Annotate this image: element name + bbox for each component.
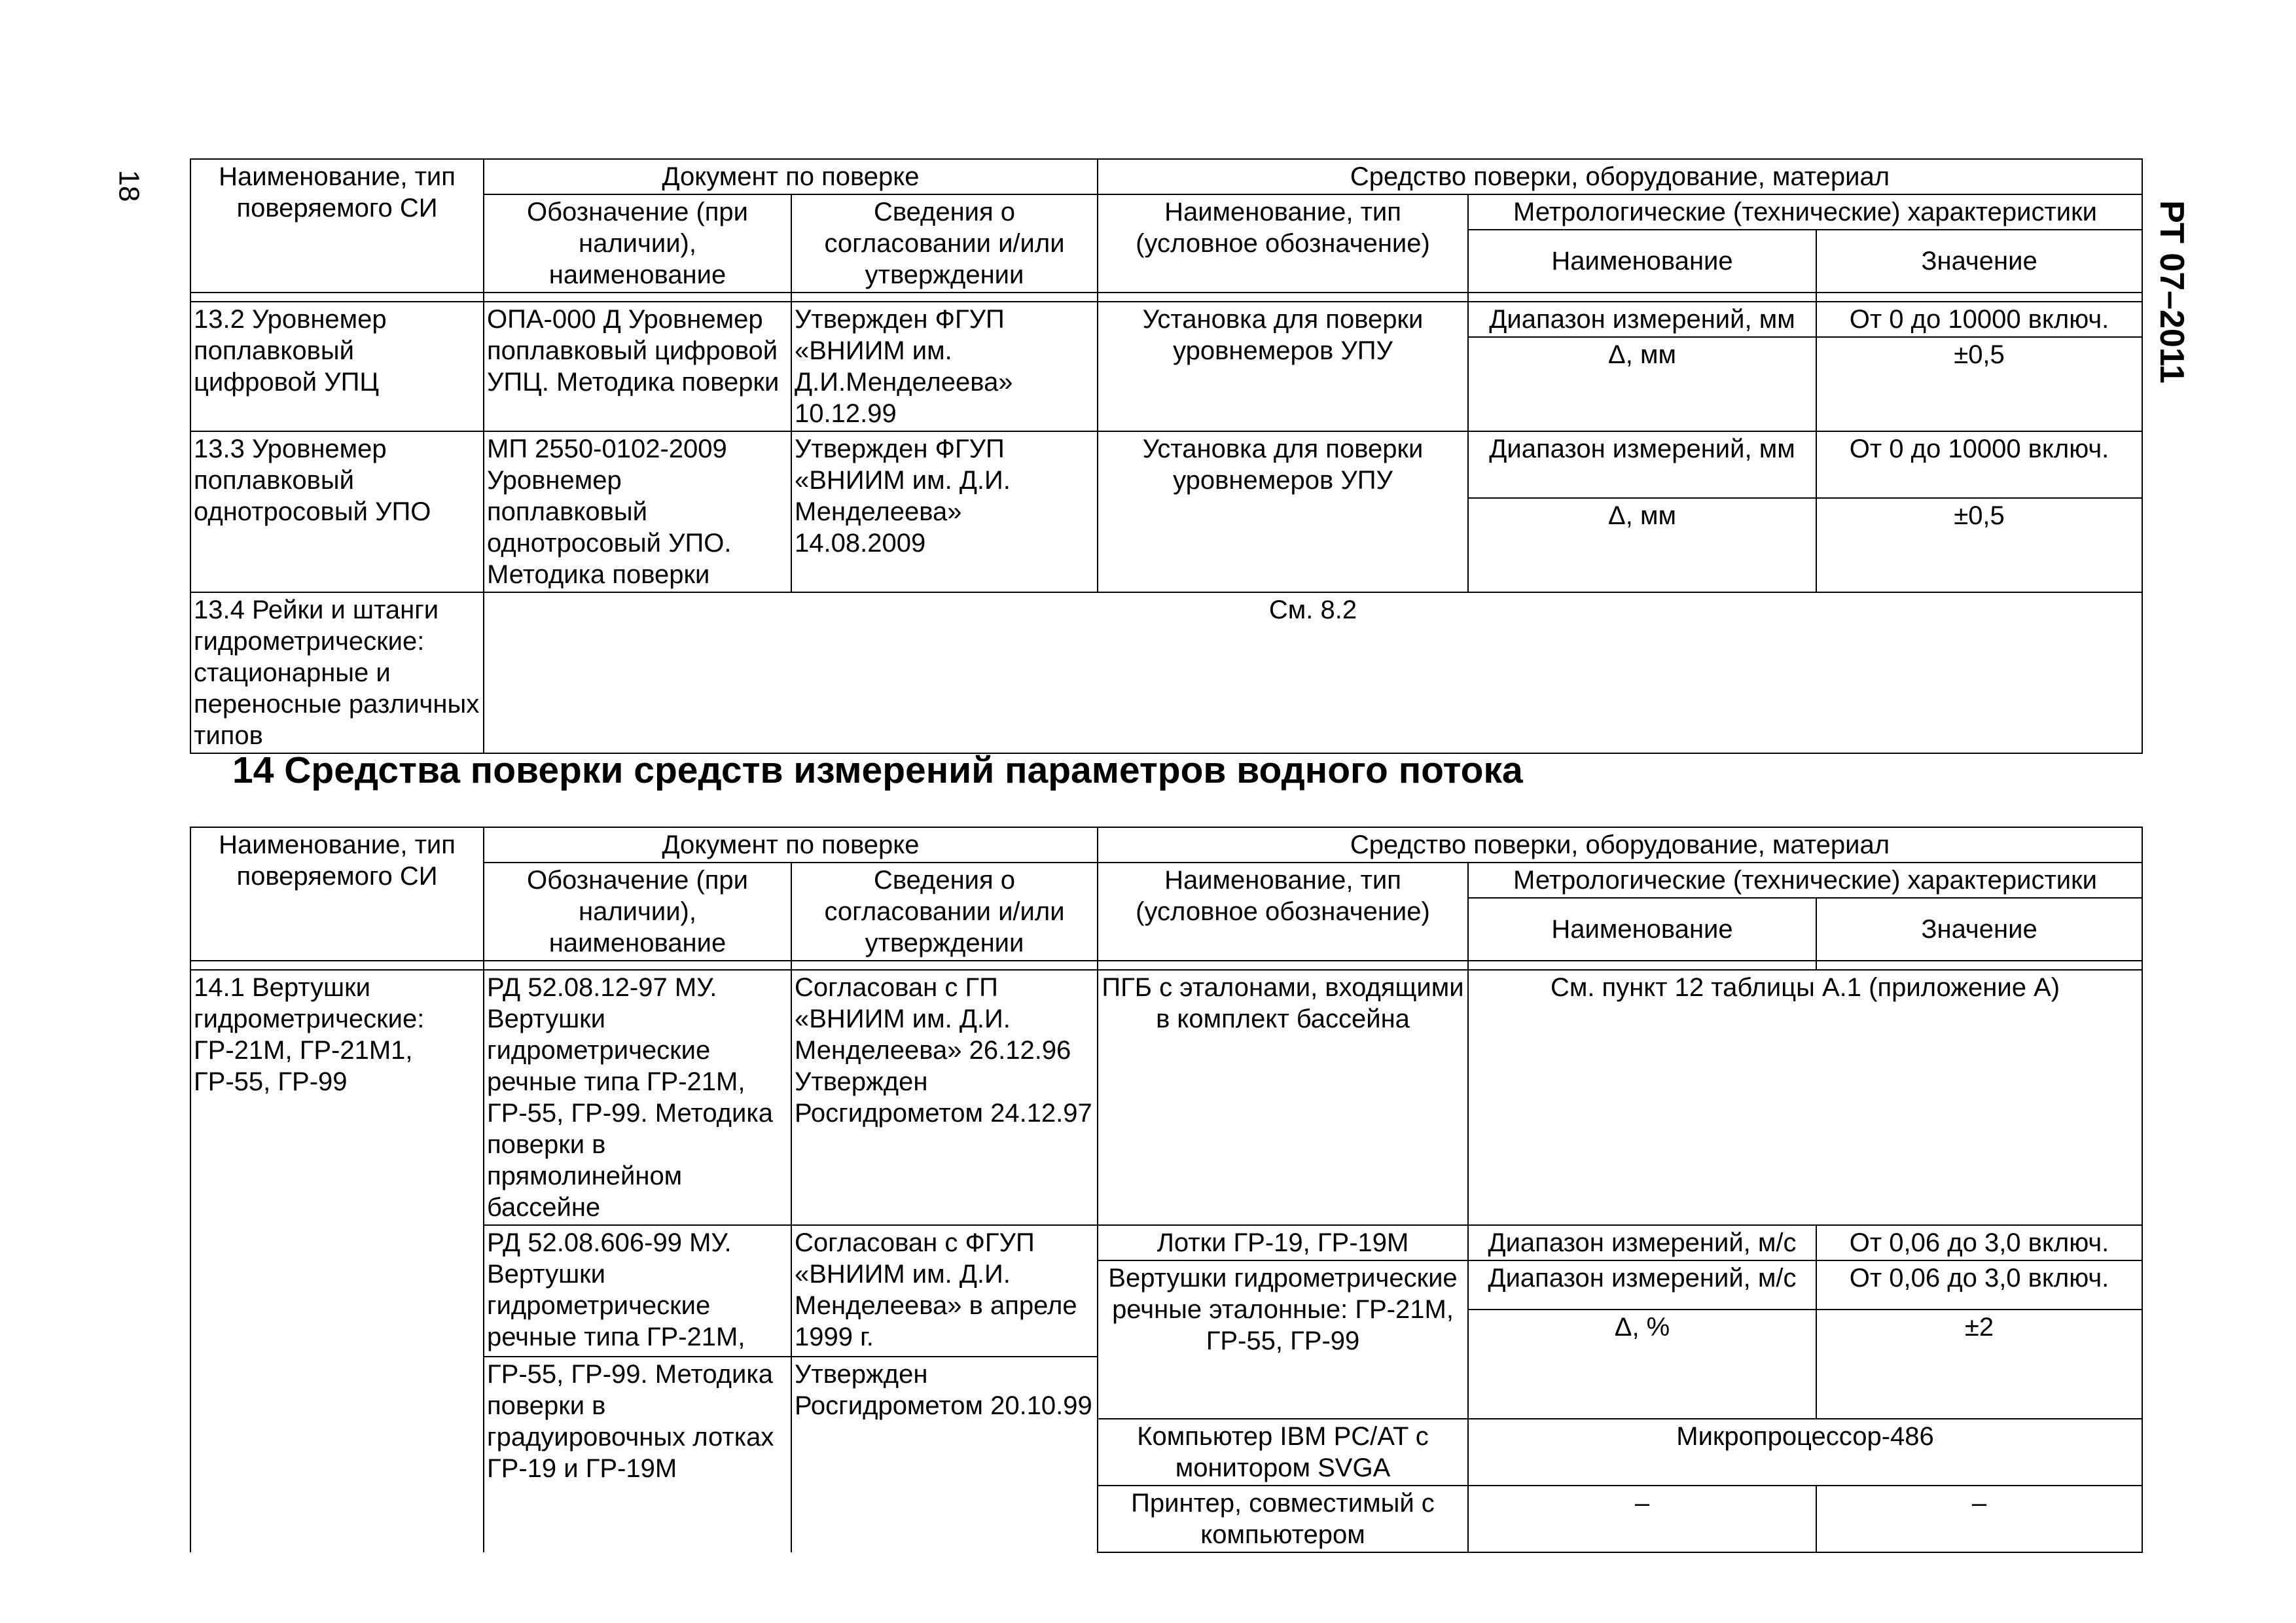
header-means-name: Наименование, тип (условное обозначение): [1098, 194, 1468, 293]
row-means-printer: Принтер, совместимый с компьютером: [1098, 1486, 1468, 1552]
header-means-name: Наименование, тип (условное обозначение): [1098, 863, 1468, 961]
row-designation-a: РД 52.08.606-99 МУ. Вертушки гидрометрические речные типа ГР-21М,: [484, 1225, 791, 1357]
row-approval: Утвержден ФГУП «ВНИИМ им. Д.И.Менделеева» 10.12.99: [791, 302, 1098, 431]
row-name: 14.1 Вертушки гидрометрические: ГР-21М, ГР-21М1, ГР-55, ГР-99: [190, 970, 484, 1486]
row-name: 13.3 Уровнемер поплавковый однотросовый УПО: [190, 431, 484, 592]
header-separator: [190, 961, 2142, 970]
row-means: Установка для поверки уровнемеров УПУ: [1098, 431, 1468, 592]
table-row: [190, 302, 2142, 337]
header-doc-group: Документ по поверке: [484, 159, 1098, 194]
row-char-value: От 0,06 до 3,0 включ.: [1816, 1260, 2142, 1310]
row-designation: МП 2550-0102-2009 Уровнемер поплавковый однотросовый УПО. Методика поверки: [484, 431, 791, 592]
table-row: [190, 431, 2142, 498]
header-approval: Сведения о согласовании и/или утверждении: [791, 863, 1098, 961]
verification-table-13: [190, 158, 2143, 754]
row-see-reference: См. 8.2: [484, 592, 2142, 753]
header-name-type: Наименование, тип поверяемого СИ: [190, 827, 484, 961]
section-14-title: 14 Средства поверки средств измерений параметров водного потока: [232, 749, 1523, 791]
row-designation-b: ГР-55, ГР-99. Методика поверки в градуировочных лотках ГР-19 и ГР-19М: [484, 1357, 791, 1486]
table-row: [190, 1225, 2142, 1260]
document-code: РТ 07–2011: [2153, 200, 2191, 383]
header-char-value: Значение: [1816, 230, 2142, 293]
row-chars-reference: См. пункт 12 таблицы А.1 (приложение А): [1468, 970, 2142, 1225]
row-char-name: –: [1468, 1486, 1816, 1552]
row-means-flume: Лотки ГР-19, ГР-19М: [1098, 1225, 1468, 1260]
row-char-value: ±0,5: [1816, 498, 2142, 592]
row-approval-b: Утвержден Росгидрометом 20.10.99: [791, 1357, 1098, 1486]
row-means-computer: Компьютер IBM PC/AT с монитором SVGA: [1098, 1419, 1468, 1486]
row-char-value: От 0 до 10000 включ.: [1816, 431, 2142, 498]
header-metrology: Метрологические (технические) характеристики: [1468, 194, 2142, 230]
page-number: 18: [113, 169, 145, 202]
row-means: ПГБ с эталонами, входящими в комплект бассейна: [1098, 970, 1468, 1225]
header-designation: Обозначение (при наличии), наименование: [484, 863, 791, 961]
header-separator: [190, 293, 2142, 302]
header-designation: Обозначение (при наличии), наименование: [484, 194, 791, 293]
header-approval: Сведения о согласовании и/или утверждении: [791, 194, 1098, 293]
row-char-name: Диапазон измерений, мм: [1468, 431, 1816, 498]
header-means-group: Средство поверки, оборудование, материал: [1098, 827, 2142, 863]
row-approval: Согласован с ГП «ВНИИМ им. Д.И. Менделеева» 26.12.96 Утвержден Росгидрометом 24.12.97: [791, 970, 1098, 1225]
header-metrology: Метрологические (технические) характеристики: [1468, 863, 2142, 898]
header-char-value: Значение: [1816, 898, 2142, 961]
verification-table-14: [190, 827, 2143, 1553]
row-char-name: Диапазон измерений, м/с: [1468, 1225, 1816, 1260]
row-means: Установка для поверки уровнемеров УПУ: [1098, 302, 1468, 431]
row-approval: Утвержден ФГУП «ВНИИМ им. Д.И. Менделеева» 14.08.2009: [791, 431, 1098, 592]
header-char-name: Наименование: [1468, 230, 1816, 293]
row-char-name: Δ, %: [1468, 1310, 1816, 1419]
row-char-name: Δ, мм: [1468, 337, 1816, 431]
header-name-type: Наименование, тип поверяемого СИ: [190, 159, 484, 293]
table-row: [190, 592, 2142, 753]
row-char-value: От 0,06 до 3,0 включ.: [1816, 1225, 2142, 1260]
header-means-group: Средство поверки, оборудование, материал: [1098, 159, 2142, 194]
row-char-name: Δ, мм: [1468, 498, 1816, 592]
header-doc-group: Документ по поверке: [484, 827, 1098, 863]
row-designation: РД 52.08.12-97 МУ. Вертушки гидрометрические речные типа ГР-21М, ГР-55, ГР-99. Методика поверки в прямолинейном бассейне: [484, 970, 791, 1225]
row-char-value: –: [1816, 1486, 2142, 1552]
row-means-reference-meters: Вертушки гидрометрические речные эталонные: ГР-21М, ГР-55, ГР-99: [1098, 1260, 1468, 1419]
header-char-name: Наименование: [1468, 898, 1816, 961]
table-row: [190, 970, 2142, 1225]
row-name: 13.2 Уровнемер поплавковый цифровой УПЦ: [190, 302, 484, 431]
row-approval-a: Согласован с ФГУП «ВНИИМ им. Д.И. Менделеева» в апреле 1999 г.: [791, 1225, 1098, 1357]
row-char-value: ±2: [1816, 1310, 2142, 1419]
table-row: [190, 1486, 2142, 1552]
row-char-value: ±0,5: [1816, 337, 2142, 431]
row-char-value: От 0 до 10000 включ.: [1816, 302, 2142, 337]
row-char-name: Диапазон измерений, м/с: [1468, 1260, 1816, 1310]
row-designation: ОПА-000 Д Уровнемер поплавковый цифровой УПЦ. Методика поверки: [484, 302, 791, 431]
row-char-name: Диапазон измерений, мм: [1468, 302, 1816, 337]
row-char-processor: Микропроцессор-486: [1468, 1419, 2142, 1486]
row-name: 13.4 Рейки и штанги гидрометрические: стационарные и переносные различных типов: [190, 592, 484, 753]
